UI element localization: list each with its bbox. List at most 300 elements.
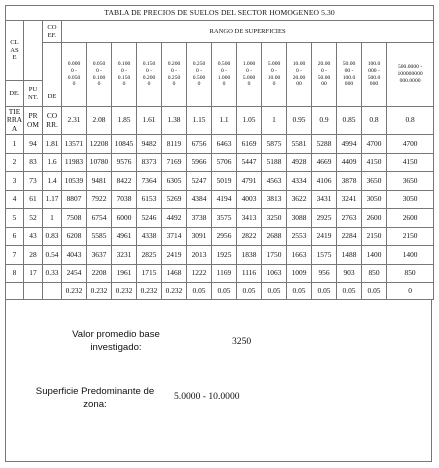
price-cell: 7922: [87, 190, 112, 209]
range-header-12-lines: [337, 61, 361, 88]
text-line: 5.000: [267, 60, 281, 67]
price-cell: 3650: [387, 172, 434, 191]
text-line: 0 -: [245, 67, 253, 74]
tierra-factor: 1: [262, 107, 287, 135]
table-row: [6, 209, 434, 228]
tierra-factor: 0.9: [312, 107, 337, 135]
price-cell: 6153: [137, 190, 162, 209]
price-cell: 2419: [312, 227, 337, 246]
price-cell: 1169: [212, 264, 237, 283]
price-cell: 2688: [262, 227, 287, 246]
header-coef-lines: [43, 24, 61, 39]
price-cell: 1663: [287, 246, 312, 265]
row-clase: 7: [6, 246, 24, 265]
text-line: 0: [172, 81, 176, 88]
factor-cell: 0.05: [187, 283, 212, 300]
price-cell: 3575: [212, 209, 237, 228]
price-cell: 850: [362, 264, 387, 283]
row-clase: 8: [6, 264, 24, 283]
text-line: 100.0: [367, 60, 381, 67]
table-row: [6, 135, 434, 154]
price-cell: 5188: [262, 153, 287, 172]
text-line: TIE: [8, 107, 21, 117]
row-coef: 1.6: [43, 153, 62, 172]
table-title: TABLA DE PRECIOS DE SUELOS DEL SECTOR HOMOGENEO 5.30: [6, 6, 434, 21]
table-row: [6, 246, 434, 265]
text-line: 0 -: [195, 67, 203, 74]
price-cell: 3250: [262, 209, 287, 228]
text-line: investigado:: [90, 341, 142, 353]
row-coef: 1.4: [43, 172, 62, 191]
price-cell: 3241: [337, 190, 362, 209]
price-cell: 1715: [137, 264, 162, 283]
price-cell: 6169: [237, 135, 262, 154]
text-line: 000: [344, 81, 354, 88]
text-line: 0 -: [70, 67, 78, 74]
range-header-9-lines: [262, 61, 286, 88]
price-cell: 6756: [187, 135, 212, 154]
subheader-punt-lines: [24, 86, 42, 101]
price-cell: 3738: [187, 209, 212, 228]
range-header-1: [62, 43, 87, 107]
price-cell: 2553: [287, 227, 312, 246]
price-cell: 1575: [312, 246, 337, 265]
range-header-2: [87, 43, 112, 107]
price-cell: 2956: [212, 227, 237, 246]
text-line: 0.050: [67, 74, 81, 81]
text-line: 10.00: [292, 60, 306, 67]
row-coef: 1.17: [43, 190, 62, 209]
price-cell: 6000: [112, 209, 137, 228]
factor-cell: 0.05: [237, 283, 262, 300]
text-line: 0: [222, 81, 226, 88]
range-header-13: [362, 43, 387, 107]
text-line: 00: [321, 81, 327, 88]
tierra-factor: 1.61: [137, 107, 162, 135]
text-line: 100.0: [342, 74, 356, 81]
price-cell: 5875: [262, 135, 287, 154]
price-cell: 6208: [62, 227, 87, 246]
price-cell: 5246: [137, 209, 162, 228]
price-cell: 1063: [262, 264, 287, 283]
price-cell: 2822: [237, 227, 262, 246]
range-header-8-lines: [237, 61, 261, 88]
price-cell: 9576: [112, 153, 137, 172]
price-cell: 1009: [287, 264, 312, 283]
text-line: 500.0000 -: [397, 64, 423, 71]
text-line: CL: [10, 39, 19, 47]
price-cell: 6463: [212, 135, 237, 154]
price-cell: 2600: [387, 209, 434, 228]
text-line: 0.150: [117, 74, 131, 81]
price-cell: 4700: [362, 135, 387, 154]
row-coef: 0.33: [43, 264, 62, 283]
range-header-4-lines: [137, 61, 161, 88]
prom-label-lines: [24, 112, 42, 129]
price-cell: 3050: [362, 190, 387, 209]
header-blank: [24, 21, 43, 81]
price-cell: 8119: [162, 135, 187, 154]
tierra-factor: 1.1: [212, 107, 237, 135]
range-header-1-lines: [62, 61, 86, 88]
summary-box: [5, 299, 432, 462]
price-cell: 7508: [62, 209, 87, 228]
range-header-3-lines: [112, 61, 136, 88]
price-cell: 3622: [287, 190, 312, 209]
price-cell: 5706: [212, 153, 237, 172]
range-header-14-lines: [387, 64, 433, 84]
price-cell: 4563: [262, 172, 287, 191]
factor-blank-3: [43, 283, 62, 300]
text-line: NT.: [28, 93, 38, 101]
row-coef: 1.81: [43, 135, 62, 154]
text-line: 0.500: [192, 74, 206, 81]
price-cell: 4700: [387, 135, 434, 154]
price-cell: 6754: [87, 209, 112, 228]
text-line: 000.0000: [399, 77, 421, 84]
text-line: 100000000: [397, 71, 423, 78]
price-cell: 4194: [212, 190, 237, 209]
text-line: 0.100: [92, 74, 106, 81]
price-cell: 2284: [337, 227, 362, 246]
price-cell: 1116: [237, 264, 262, 283]
price-cell: 10539: [62, 172, 87, 191]
text-line: 0.500: [217, 60, 231, 67]
price-table-body: [6, 6, 434, 300]
row-punt: 28: [24, 246, 43, 265]
subheader-punt: [24, 81, 43, 107]
text-line: CO: [47, 24, 57, 32]
text-line: 500.0: [367, 74, 381, 81]
tierra-factor: 0.95: [287, 107, 312, 135]
text-line: 00 -: [344, 67, 354, 74]
factor-blank-1: [6, 283, 24, 300]
price-cell: 11983: [62, 153, 87, 172]
price-cell: 5966: [187, 153, 212, 172]
price-cell: 4928: [287, 153, 312, 172]
text-line: RR.: [46, 119, 58, 129]
text-line: 0.100: [117, 60, 131, 67]
range-header-8: [237, 43, 262, 107]
text-line: 0.200: [167, 60, 181, 67]
price-cell: 4338: [137, 227, 162, 246]
range-header-4: [137, 43, 162, 107]
header-clase-lines: [6, 39, 23, 61]
price-cell: 3637: [87, 246, 112, 265]
row-clase: 1: [6, 135, 24, 154]
text-line: 0: [272, 81, 276, 88]
text-line: 0 -: [270, 67, 278, 74]
text-line: 0: [197, 81, 201, 88]
text-line: 0 -: [220, 67, 228, 74]
text-line: 5.000: [242, 74, 256, 81]
price-cell: 4003: [237, 190, 262, 209]
price-cell: 4669: [312, 153, 337, 172]
range-header-6-lines: [187, 61, 211, 88]
factor-cell: 0.05: [262, 283, 287, 300]
row-punt: 43: [24, 227, 43, 246]
table-row: [6, 264, 434, 283]
price-cell: 4334: [287, 172, 312, 191]
range-header-5: [162, 43, 187, 107]
price-cell: 7364: [137, 172, 162, 191]
text-line: 0 -: [295, 67, 303, 74]
price-cell: 1925: [212, 246, 237, 265]
superficie-predominante-label: [20, 386, 170, 412]
text-line: 0 -: [170, 67, 178, 74]
text-line: 0.000: [67, 60, 81, 67]
factor-cell: 0: [387, 283, 434, 300]
text-line: E: [12, 54, 17, 62]
range-header-3: [112, 43, 137, 107]
text-line: RRA: [6, 115, 23, 125]
range-header-11: [312, 43, 337, 107]
row-punt: 52: [24, 209, 43, 228]
price-cell: 2419: [162, 246, 187, 265]
factor-cell: 0.232: [62, 283, 87, 300]
price-cell: 5585: [87, 227, 112, 246]
text-line: CO: [46, 111, 58, 121]
price-cell: 9482: [137, 135, 162, 154]
price-cell: 956: [312, 264, 337, 283]
price-cell: 5269: [162, 190, 187, 209]
price-cell: 850: [387, 264, 434, 283]
price-cell: 8373: [137, 153, 162, 172]
price-cell: 3714: [162, 227, 187, 246]
price-cell: 10780: [87, 153, 112, 172]
factor-cell: 0.05: [337, 283, 362, 300]
text-line: 0.150: [142, 60, 156, 67]
range-header-10-lines: [287, 61, 311, 88]
text-line: EF.: [47, 31, 57, 39]
price-cell: 2013: [187, 246, 212, 265]
tierra-factor: 1.05: [237, 107, 262, 135]
text-line: 1.000: [217, 74, 231, 81]
price-cell: 5247: [187, 172, 212, 191]
text-line: 1.000: [242, 60, 256, 67]
price-cell: 1400: [387, 246, 434, 265]
row-clase: 4: [6, 190, 24, 209]
price-cell: 3431: [312, 190, 337, 209]
factor-cell: 0.232: [162, 283, 187, 300]
text-line: 000: [369, 81, 379, 88]
price-cell: 2600: [362, 209, 387, 228]
text-line: 50.00: [342, 60, 356, 67]
factor-cell: 0.05: [212, 283, 237, 300]
factor-cell: 0.05: [312, 283, 337, 300]
range-header-9: [262, 43, 287, 107]
text-line: 20.00: [292, 74, 306, 81]
price-cell: 1750: [262, 246, 287, 265]
row-coef: 0.83: [43, 227, 62, 246]
price-cell: 13571: [62, 135, 87, 154]
price-cell: 5447: [237, 153, 262, 172]
text-line: 0 -: [120, 67, 128, 74]
price-cell: 5581: [287, 135, 312, 154]
price-cell: 1838: [237, 246, 262, 265]
text-line: 0.050: [92, 60, 106, 67]
price-cell: 8807: [62, 190, 87, 209]
row-punt: 94: [24, 135, 43, 154]
price-cell: 6305: [162, 172, 187, 191]
text-line: 0.250: [192, 60, 206, 67]
price-cell: 3650: [362, 172, 387, 191]
header-coef-sub: DE: [43, 43, 62, 107]
superficie-predominante-label-lines: [20, 386, 170, 412]
price-cell: 4791: [237, 172, 262, 191]
row-punt: 83: [24, 153, 43, 172]
tierra-factor: 0.85: [337, 107, 362, 135]
price-cell: 12208: [87, 135, 112, 154]
factor-cell: 0.232: [137, 283, 162, 300]
price-cell: 4492: [162, 209, 187, 228]
table-row: [6, 227, 434, 246]
range-header-7: [212, 43, 237, 107]
price-document: [5, 5, 432, 410]
price-cell: 7038: [112, 190, 137, 209]
price-cell: 9481: [87, 172, 112, 191]
tierra-factor: 0.8: [387, 107, 434, 135]
tierra-factor: 0.8: [362, 107, 387, 135]
text-line: AS: [10, 46, 19, 54]
price-cell: 4384: [187, 190, 212, 209]
row-punt: 61: [24, 190, 43, 209]
valor-promedio-label-lines: [36, 329, 196, 355]
text-line: 50.00: [317, 74, 331, 81]
text-line: 0: [72, 81, 76, 88]
price-cell: 4150: [387, 153, 434, 172]
row-punt: 17: [24, 264, 43, 283]
text-line: Valor promedio base: [72, 329, 160, 340]
price-cell: 3231: [112, 246, 137, 265]
valor-promedio-value: 3250: [232, 336, 252, 347]
text-line: 000 -: [368, 67, 380, 74]
text-line: 0: [147, 81, 151, 88]
text-line: A: [11, 123, 18, 133]
price-cell: 4150: [362, 153, 387, 172]
price-cell: 8422: [112, 172, 137, 191]
price-cell: 3050: [387, 190, 434, 209]
price-table: [5, 5, 434, 300]
text-line: PU: [28, 86, 38, 94]
tierra-label: [6, 107, 24, 135]
price-cell: 7169: [162, 153, 187, 172]
row-clase: 3: [6, 172, 24, 191]
tierra-factor: 1.85: [112, 107, 137, 135]
price-cell: 5019: [212, 172, 237, 191]
text-line: 0 -: [320, 67, 328, 74]
tierra-factor: 2.08: [87, 107, 112, 135]
table-row: [6, 153, 434, 172]
text-line: OM: [27, 119, 39, 129]
text-line: 0: [122, 81, 126, 88]
price-cell: 2150: [387, 227, 434, 246]
subheader-de: DE.: [6, 81, 24, 107]
price-cell: 3088: [287, 209, 312, 228]
price-cell: 3813: [262, 190, 287, 209]
factor-cell: 0.05: [287, 283, 312, 300]
price-cell: 2825: [137, 246, 162, 265]
price-cell: 4106: [312, 172, 337, 191]
price-cell: 1961: [112, 264, 137, 283]
tierra-factor: 2.31: [62, 107, 87, 135]
price-cell: 2150: [362, 227, 387, 246]
text-line: PR: [28, 111, 38, 121]
text-line: 0: [97, 81, 101, 88]
row-clase: 2: [6, 153, 24, 172]
price-cell: 2208: [87, 264, 112, 283]
text-line: 10.00: [267, 74, 281, 81]
corr-label-lines: [43, 112, 61, 129]
factor-cell: 0.05: [362, 283, 387, 300]
valor-promedio-label: [36, 329, 196, 355]
price-cell: 1222: [187, 264, 212, 283]
text-line: Superficie Predominante de: [35, 386, 155, 397]
text-line: 0.250: [167, 74, 181, 81]
price-cell: 4409: [337, 153, 362, 172]
factor-cell: 0.232: [87, 283, 112, 300]
range-header-2-lines: [87, 61, 111, 88]
text-line: 0 -: [95, 67, 103, 74]
row-clase: 5: [6, 209, 24, 228]
range-header-13-lines: [362, 61, 386, 88]
row-coef: 0.54: [43, 246, 62, 265]
row-coef: 1: [43, 209, 62, 228]
price-cell: 903: [337, 264, 362, 283]
price-cell: 4994: [337, 135, 362, 154]
range-header-12: [337, 43, 362, 107]
range-header-5-lines: [162, 61, 186, 88]
text-line: 0.200: [142, 74, 156, 81]
text-line: zona:: [83, 398, 107, 410]
range-header-11-lines: [312, 61, 336, 88]
price-cell: 1468: [162, 264, 187, 283]
header-rango: RANGO DE SUPERFICIES: [62, 21, 434, 43]
price-cell: 3878: [337, 172, 362, 191]
price-cell: 3091: [187, 227, 212, 246]
range-header-14: [387, 43, 434, 107]
text-line: 0 -: [145, 67, 153, 74]
text-line: 00: [296, 81, 302, 88]
corr-label: [43, 107, 62, 135]
tierra-factor: 1.15: [187, 107, 212, 135]
price-cell: 4043: [62, 246, 87, 265]
price-cell: 2925: [312, 209, 337, 228]
tierra-label-lines: [6, 108, 23, 133]
tierra-factor: 1.38: [162, 107, 187, 135]
factor-cell: 0.232: [112, 283, 137, 300]
row-punt: 73: [24, 172, 43, 191]
price-cell: 4961: [112, 227, 137, 246]
text-line: 20.00: [317, 60, 331, 67]
factor-blank-2: [24, 283, 43, 300]
range-header-7-lines: [212, 61, 236, 88]
price-cell: 2763: [337, 209, 362, 228]
price-cell: 10845: [112, 135, 137, 154]
price-cell: 1488: [337, 246, 362, 265]
table-row: [6, 172, 434, 191]
text-line: 0: [247, 81, 251, 88]
prom-label: [24, 107, 43, 135]
range-header-6: [187, 43, 212, 107]
header-coef: [43, 21, 62, 43]
price-cell: 3413: [237, 209, 262, 228]
price-cell: 1400: [362, 246, 387, 265]
price-cell: 2454: [62, 264, 87, 283]
price-cell: 5288: [312, 135, 337, 154]
header-clase: [6, 21, 24, 81]
superficie-predominante-value: 5.0000 - 10.0000: [174, 391, 240, 402]
